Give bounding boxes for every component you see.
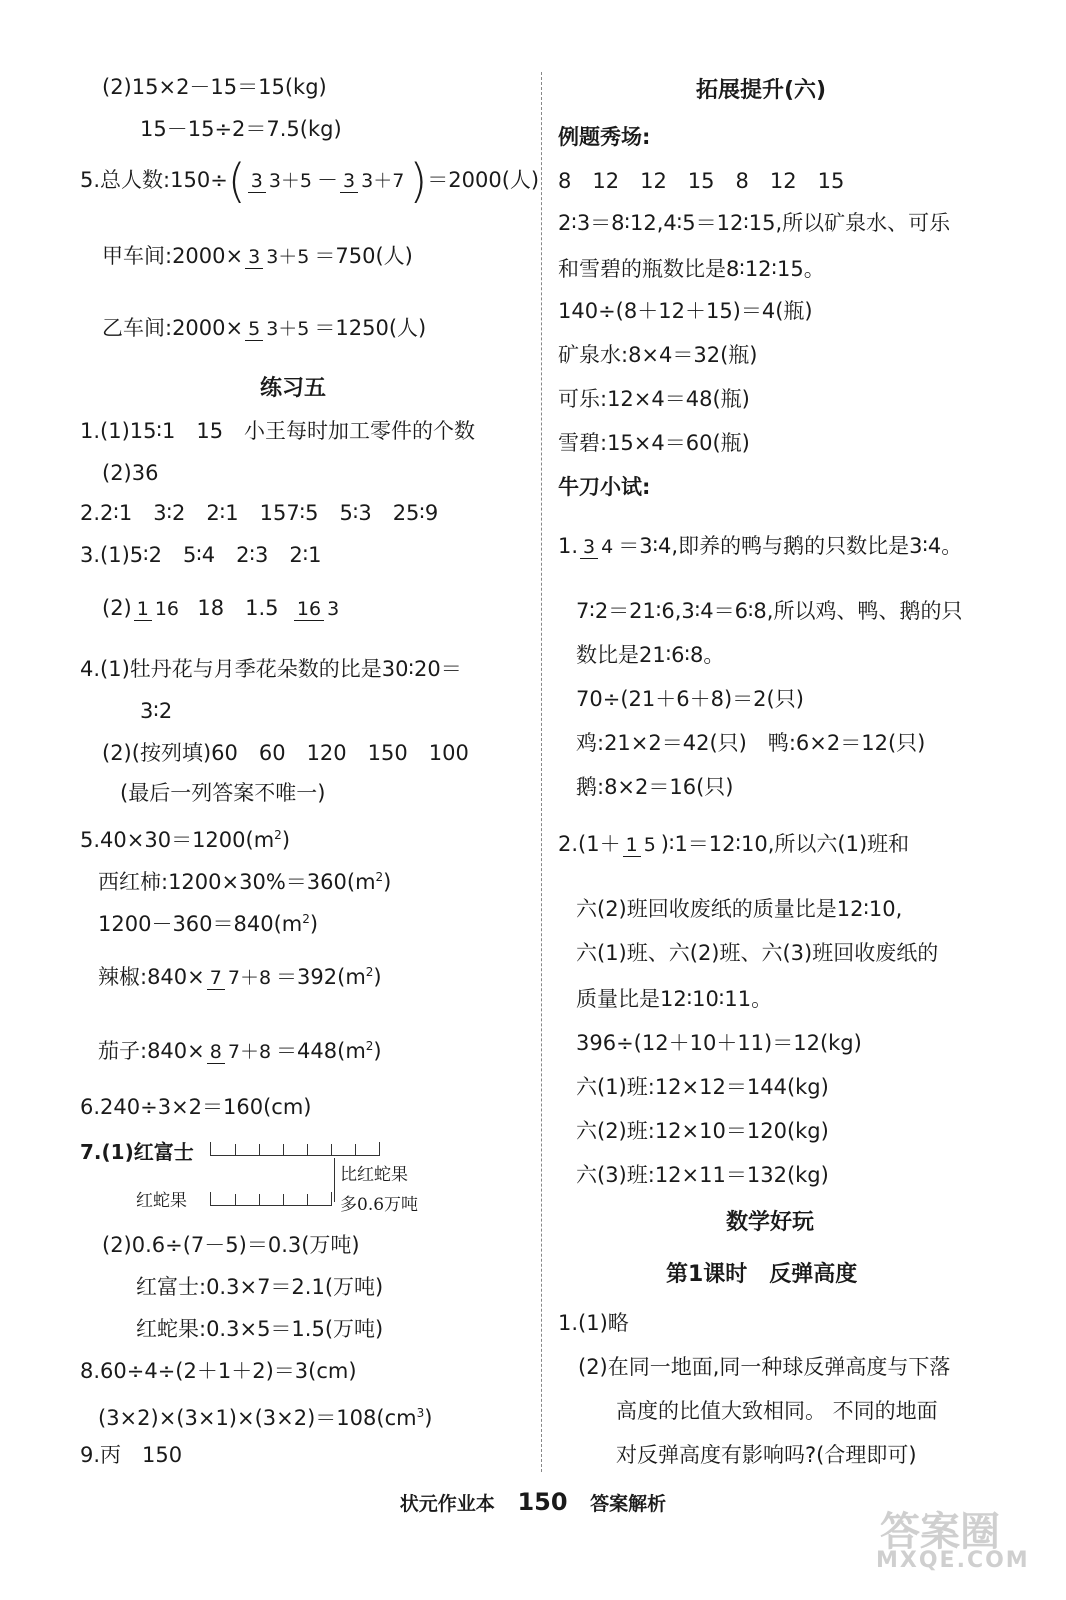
line: (2)0.6÷(7－5)＝0.3(万吨)	[102, 1233, 360, 1257]
ruler-snake	[210, 1192, 332, 1206]
section-title: 数学好玩	[726, 1210, 815, 1235]
fraction: 5 3＋5	[245, 318, 312, 341]
line: 2.2∶1 3∶2 2∶1 157∶5 5∶3 25∶9	[80, 501, 439, 525]
column-divider	[541, 72, 542, 1472]
book-name: 状元作业本	[399, 1493, 495, 1515]
line: 鹅:8×2＝16(只)	[576, 775, 734, 799]
line: 红蛇果:0.3×5＝1.5(万吨)	[136, 1317, 384, 1341]
right-column	[548, 0, 1066, 1540]
line: 396÷(12＋10＋11)＝12(kg)	[576, 1031, 862, 1055]
line: 3∶2	[140, 699, 173, 723]
e5d: 辣椒:840× 7 $7+8 =392(m^2)$	[98, 965, 382, 989]
line: 六(1)班、六(2)班、六(3)班回收废纸的	[576, 941, 939, 965]
line: 数比是21∶6∶8。	[576, 643, 725, 667]
e5b: 西红柿$:1200\times 30\%=360(m^2)$	[98, 870, 392, 894]
t1: 1. 3 4 ＝3∶4,即养的鸭与鹅的只数比是3∶4。	[558, 534, 963, 558]
e5c: $1200-360=840(m^2)$	[98, 912, 319, 936]
line: 高度的比值大致相同。 不同的地面	[616, 1399, 938, 1423]
page-number: 150	[517, 1488, 568, 1516]
line: 140÷(8＋12＋15)＝4(瓶)	[558, 299, 813, 323]
lesson-title: 第1课时 反弹高度	[666, 1262, 858, 1287]
line: 70÷(21＋6＋8)＝2(只)	[576, 687, 804, 711]
line: 六(1)班:12×12＝144(kg)	[576, 1075, 829, 1099]
fraction: 1 16	[134, 598, 182, 621]
line: 质量比是12∶10∶11。	[576, 987, 773, 1011]
line: 7∶2＝21∶6,3∶4＝6∶8,所以鸡、鸭、鹅的只	[576, 599, 963, 623]
e3b: (2) 1 16 18 1.5 16 3	[102, 580, 344, 636]
line: 可乐:12×4＝48(瓶)	[558, 387, 750, 411]
watermark-logo: 答案圈	[880, 1509, 1000, 1555]
fraction: 3 3＋7	[340, 170, 407, 193]
line: 六(3)班:12×11＝132(kg)	[576, 1163, 829, 1187]
line: (2)36	[102, 461, 159, 485]
fraction: 8 7＋8	[207, 1041, 274, 1064]
subheading: 例题秀场:	[558, 125, 651, 149]
subheading: 牛刀小试:	[558, 475, 651, 499]
line: 6.240÷3×2＝160(cm)	[80, 1095, 312, 1119]
line: 和雪碧的瓶数比是8∶12∶15。	[558, 257, 825, 281]
fraction: 3 4	[580, 536, 616, 559]
brace	[334, 1158, 335, 1202]
line: 矿泉水:8×4＝32(瓶)	[558, 343, 758, 367]
section-title: 拓展提升(六)	[696, 78, 827, 103]
fraction: 7 7＋8	[207, 967, 274, 990]
left-column	[0, 0, 540, 1540]
q5-yi: 乙车间:2000× 5 3＋5 ＝1250(人)	[102, 316, 427, 340]
line: 1.(1)略	[558, 1311, 629, 1335]
line: 8.60÷4÷(2＋1＋2)＝3(cm)	[80, 1359, 357, 1383]
line: (2)15×2－15＝15(kg)	[102, 75, 327, 99]
t2: 2.(1＋ 1 5 )∶1＝12∶10,所以六(1)班和	[558, 832, 910, 856]
fraction: 1 5	[623, 834, 659, 857]
line: 9.丙 150	[80, 1443, 183, 1467]
e7-note1: 比红蛇果	[340, 1165, 408, 1185]
fraction: 3 3＋5	[248, 170, 315, 193]
line: 雪碧:15×4＝60(瓶)	[558, 431, 750, 455]
fraction: 3 3＋5	[245, 246, 312, 269]
line: 2∶3＝8∶12,4∶5＝12∶15,所以矿泉水、可乐	[558, 211, 951, 235]
e5a: $5.40\times 30=1200(m^2)$	[80, 828, 291, 852]
line: 六(2)班:12×10＝120(kg)	[576, 1119, 829, 1143]
fraction: 16 3	[294, 598, 342, 621]
e7-note2: 多0.6万吨	[340, 1195, 419, 1215]
line: 1.(1)15∶1 15 小王每时加工零件的个数	[80, 419, 476, 443]
ruler-fuji	[210, 1142, 380, 1156]
q5-total: 5.总人数:150÷( 3 3＋5 － 3 3＋7 )＝2000(人)	[80, 154, 540, 208]
footer-label: 答案解析	[590, 1493, 667, 1515]
q5-jia: 甲车间:2000× 3 3＋5 ＝750(人)	[102, 244, 413, 268]
e7-label2: 红蛇果	[136, 1191, 187, 1211]
line: 8 12 12 15 8 12 15	[558, 169, 845, 193]
e5e: 茄子:840× 8 $7+8 =448(m^2)$	[98, 1039, 382, 1063]
line: 对反弹高度有影响吗?(合理即可)	[616, 1443, 917, 1467]
e7-label: 7.(1)红富士	[80, 1140, 194, 1164]
line: 鸡:21×2＝42(只) 鸭:6×2＝12(只)	[576, 731, 926, 755]
line: 红富士:0.3×7＝2.1(万吨)	[136, 1275, 384, 1299]
line: 15－15÷2＝7.5(kg)	[140, 117, 342, 141]
line: 4.(1)牡丹花与月季花朵数的比是30∶20＝	[80, 657, 462, 681]
line: 六(2)班回收废纸的质量比是12∶10,	[576, 897, 903, 921]
line: (2)在同一地面,同一种球反弹高度与下落	[578, 1355, 951, 1379]
section-title: 练习五	[260, 376, 327, 401]
line: (2)(按列填)60 60 120 150 100	[102, 741, 469, 765]
line: (最后一列答案不唯一)	[120, 781, 326, 805]
line: 3.(1)5∶2 5∶4 2∶3 2∶1	[80, 543, 322, 567]
e8b: $(3\times 2)\times(3\times 1)\times(3\times 2)=108(cm^3)$	[98, 1406, 433, 1430]
watermark-url: MXQE.COM	[876, 1548, 1030, 1573]
